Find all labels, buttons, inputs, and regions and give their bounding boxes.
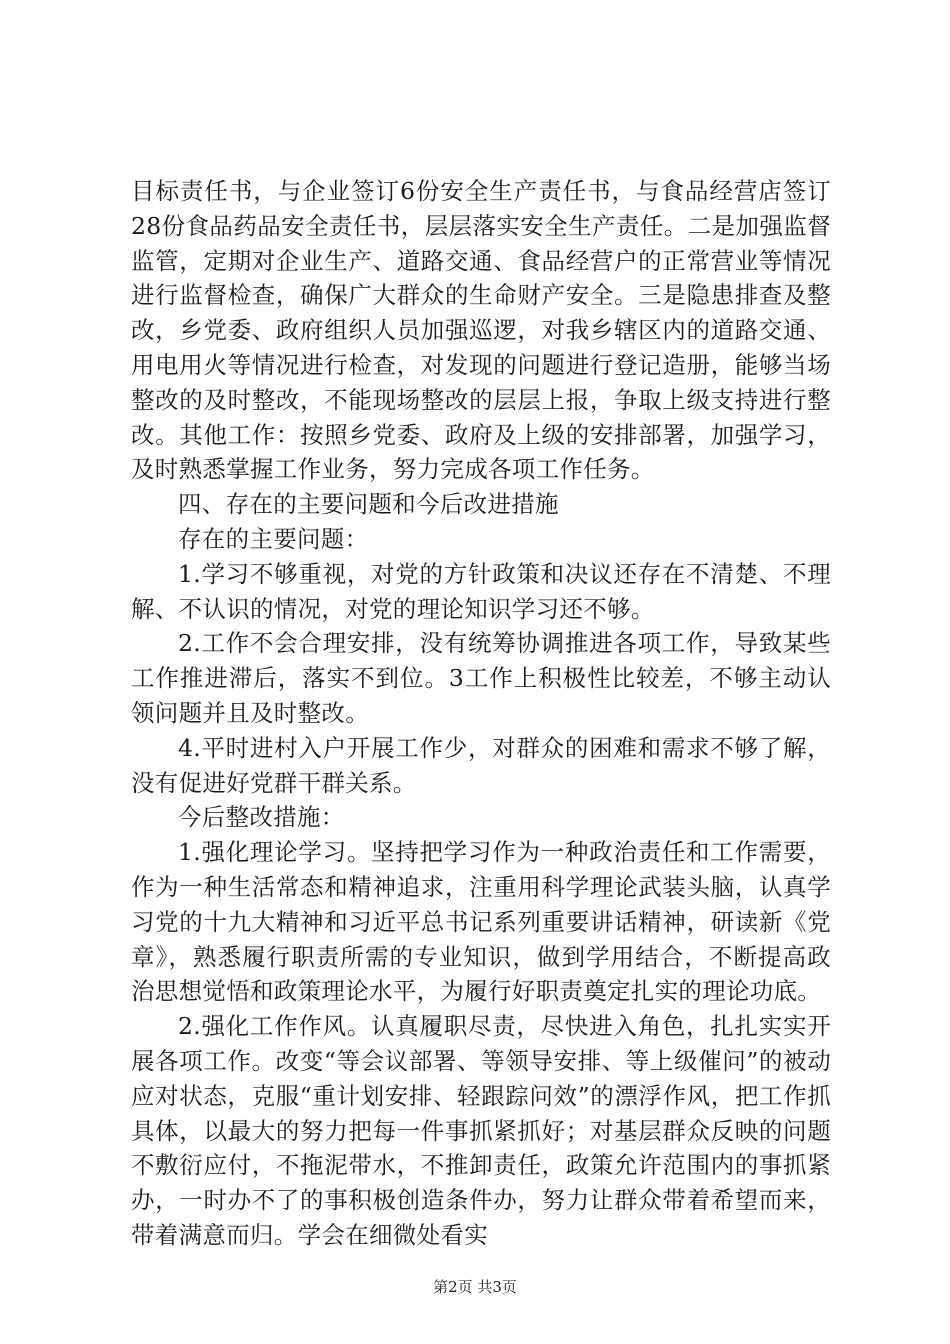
measure-item-1: 1.强化理论学习。坚持把学习作为一种政治责任和工作需要，作为一种生活常态和精神追求，注重用科学理论武装头脑，认真学习党的十九大精神和习近平总书记系列重要讲话精神，研读新《党章》，熟悉履行职责所需的专业知识，做到学用结合，不断提高政治思想觉悟和政策理论水平，为履行好职责奠定扎实的理论功底。 <box>131 838 831 1006</box>
measure-item-2: 2.强化工作作风。认真履职尽责，尽快进入角色，扎扎实实开展各项工作。改变“等会议部署、等领导安排、等上级催问”的被动应对状态，克服“重计划安排、轻跟踪问效”的漂浮作风，把工作抓具体，以最大的努力把每一件事抓紧抓好；对基层群众反映的问题不敷衍应付，不拖泥带水，不推卸责任，政策允许范围内的事抓紧办，一时办不了的事积极创造条件办，努力让群众带着希望而来，带着满意而归。学会在细微处看实 <box>131 1012 831 1249</box>
problem-item-4: 4.平时进村入户开展工作少，对群众的困难和需求不够了解，没有促进好党群干群关系。 <box>131 733 831 797</box>
paragraph-1: 目标责任书，与企业签订6份安全生产责任书，与食品经营店签订28份食品药品安全责任书，层层落实安全生产责任。二是加强监督监管，定期对企业生产、道路交通、食品经营户的正常营业等情况进行监督检查，确保广大群众的生命财产安全。三是隐患排查及整改，乡党委、政府组织人员加强巡逻，对我乡辖区内的道路交通、用电用火等情况进行检查，对发现的问题进行登记造册，能够当场整改的及时整改，不能现场整改的层层上报，争取上级支持进行整改。其他工作：按照乡党委、政府及上级的安排部署，加强学习，及时熟悉掌握工作业务，努力完成各项工作任务。 <box>131 177 831 484</box>
problem-item-2: 2.工作不会合理安排，没有统筹协调推进各项工作，导致某些工作推进滞后，落实不到位。3工作上积极性比较差，不够主动认领问题并且及时整改。 <box>131 629 831 727</box>
section-heading-4: 四、存在的主要问题和今后改进措施 <box>178 490 559 519</box>
problem-item-1: 1.学习不够重视，对党的方针政策和决议还存在不清楚、不理解、不认识的情况，对党的理论知识学习还不够。 <box>131 559 831 623</box>
subheading-problems: 存在的主要问题： <box>178 524 369 553</box>
subheading-measures: 今后整改措施： <box>178 803 345 832</box>
page-number-footer: 第2页 共3页 <box>433 1278 517 1296</box>
document-body <box>131 174 831 1253</box>
